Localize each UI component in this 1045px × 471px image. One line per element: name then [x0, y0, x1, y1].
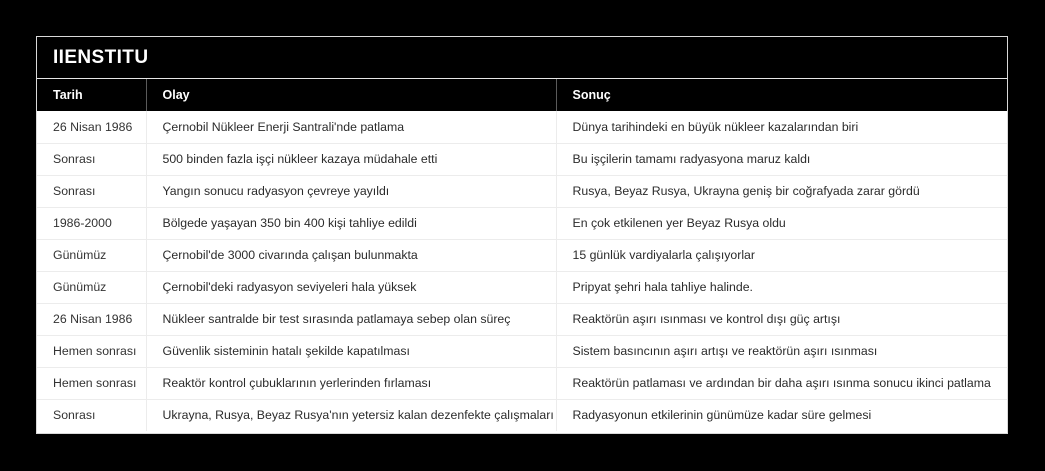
cell-olay: Çernobil'de 3000 civarında çalışan bulunmakta	[146, 239, 556, 271]
cell-sonuc: Reaktörün patlaması ve ardından bir daha aşırı ısınma sonucu ikinci patlama	[556, 367, 1007, 399]
table-header-row	[37, 79, 1007, 111]
cell-tarih: Günümüz	[37, 271, 146, 303]
cell-olay: Reaktör kontrol çubuklarının yerlerinden fırlaması	[146, 367, 556, 399]
table-row	[37, 271, 1007, 303]
cell-tarih: Sonrası	[37, 399, 146, 431]
cell-sonuc: Dünya tarihindeki en büyük nükleer kazalarından biri	[572, 119, 859, 134]
cell-tarih: 26 Nisan 1986	[37, 303, 146, 335]
cell-sonuc: Rusya, Beyaz Rusya, Ukrayna geniş bir coğrafyada zarar gördü	[556, 175, 1007, 207]
cell-sonuc: En çok etkilenen yer Beyaz Rusya oldu	[556, 207, 1007, 239]
cell-olay: Ukrayna, Rusya, Beyaz Rusya'nın yetersiz kalan dezenfekte çalışmaları	[146, 399, 556, 431]
brand-logo-text: IIENSTITU	[53, 46, 149, 68]
cell-tarih: Hemen sonrası	[37, 335, 146, 367]
table-body	[37, 111, 1007, 431]
cell-olay: Nükleer santralde bir test sırasında patlamaya sebep olan süreç	[146, 303, 556, 335]
table-row	[37, 399, 1007, 431]
table-row	[37, 207, 1007, 239]
column-header-sonuc[interactable]: Sonuç	[556, 79, 1007, 111]
column-header-olay[interactable]: Olay	[146, 79, 556, 111]
table-row	[37, 303, 1007, 335]
cell-sonuc: Bu işçilerin tamamı radyasyona maruz kaldı	[556, 143, 1007, 175]
cell-olay: Güvenlik sisteminin hatalı şekilde kapatılması	[146, 335, 556, 367]
cell-tarih: Hemen sonrası	[37, 367, 146, 399]
cell-olay: Yangın sonucu radyasyon çevreye yayıldı	[146, 175, 556, 207]
table-row	[37, 335, 1007, 367]
cell-tarih: 26 Nisan 1986	[37, 111, 146, 143]
table-row	[37, 239, 1007, 271]
table-header	[37, 79, 1007, 111]
cell-olay: Çernobil Nükleer Enerji Santrali'nde patlama	[146, 111, 556, 143]
cell-tarih: 1986-2000	[37, 207, 146, 239]
cell-tarih: Sonrası	[37, 143, 146, 175]
cell-olay: Bölgede yaşayan 350 bin 400 kişi tahliye edildi	[146, 207, 556, 239]
cell-sonuc: Sistem basıncının aşırı artışı ve reaktörün aşırı ısınması	[556, 335, 1007, 367]
chernobyl-events-table	[37, 79, 1007, 431]
table-row	[37, 111, 1007, 143]
cell-olay: Çernobil'deki radyasyon seviyeleri hala yüksek	[146, 271, 556, 303]
table-row	[37, 175, 1007, 207]
cell-sonuc: Pripyat şehri hala tahliye halinde.	[556, 271, 1007, 303]
cell-sonuc: Radyasyonun etkilerinin günümüze kadar süre gelmesi	[556, 399, 1007, 431]
cell-olay: 500 binden fazla işçi nükleer kazaya müdahale etti	[146, 143, 556, 175]
table-row	[37, 367, 1007, 399]
cell-tarih: Günümüz	[37, 239, 146, 271]
cell-sonuc: Reaktörün aşırı ısınması ve kontrol dışı güç artışı	[556, 303, 1007, 335]
table-card	[36, 36, 1008, 434]
cell-tarih: Sonrası	[37, 175, 146, 207]
cell-sonuc: 15 günlük vardiyalarla çalışıyorlar	[556, 239, 1007, 271]
brand-header	[37, 37, 1007, 79]
table-row	[37, 143, 1007, 175]
column-header-tarih[interactable]: Tarih	[37, 79, 146, 111]
